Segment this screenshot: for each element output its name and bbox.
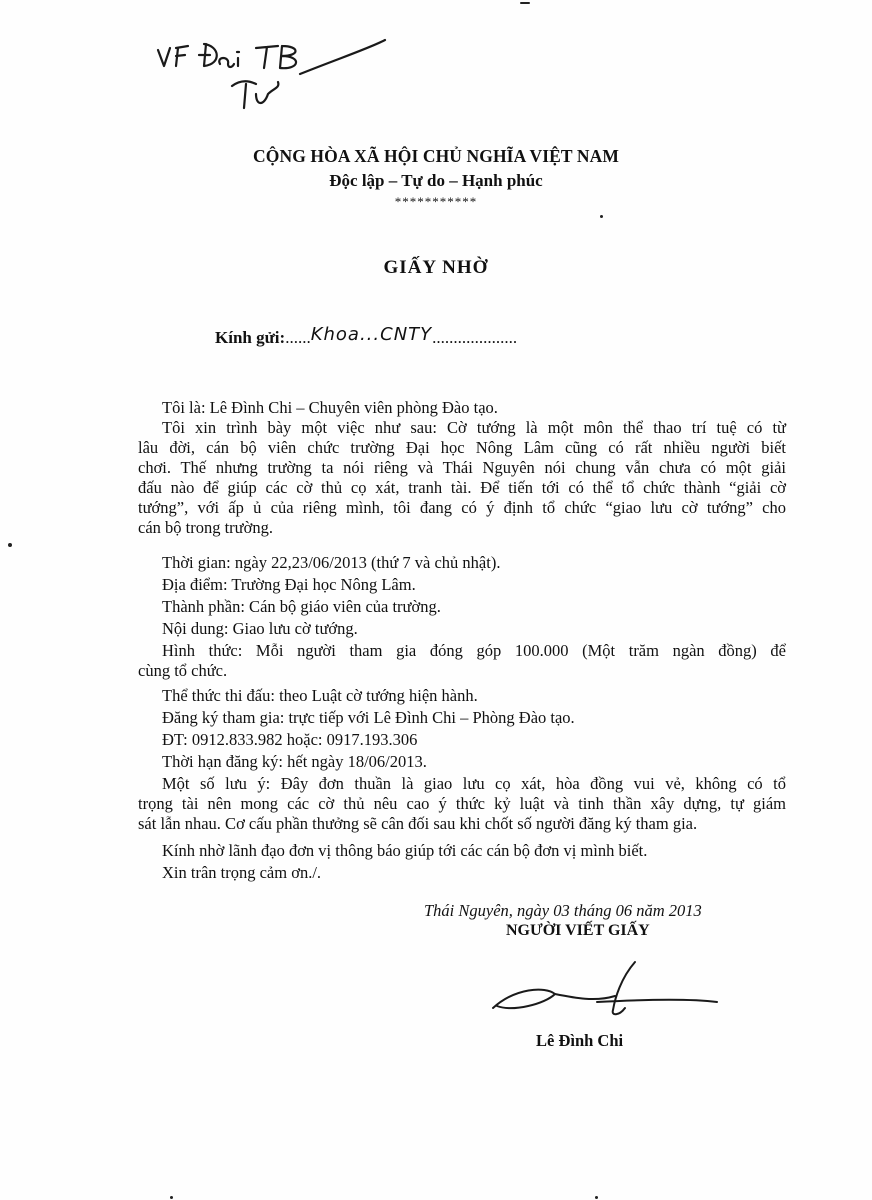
rules-line: Thể thức thi đấu: theo Luật cờ tướng hiện hành. xyxy=(162,686,478,705)
paragraph-1 xyxy=(138,418,786,538)
phone-line: ĐT: 0912.833.982 hoặc: 0917.193.306 xyxy=(162,730,418,749)
deadline-line: Thời hạn đăng ký: hết ngày 18/06/2013. xyxy=(162,752,427,771)
para1-line: lâu đời, cán bộ viên chức trường Đại học Nông Lâm cũng có rất nhiều người biết xyxy=(138,438,786,457)
notes-paragraph xyxy=(138,774,786,834)
signer-name: Lê Đình Chi xyxy=(536,1031,624,1050)
place-line: Địa điểm: Trường Đại học Nông Lâm. xyxy=(162,575,416,594)
document-title: GIẤY NHỜ xyxy=(383,257,489,278)
recipient-dots-before: ...... xyxy=(285,328,311,347)
format-line: Hình thức: Mỗi người tham gia đóng góp 100.000 (Một trăm ngàn đồng) để xyxy=(162,641,786,660)
notes-line: sát lẫn nhau. Cơ cấu phần thưởng sẽ cân đối sau khi chốt số người đăng ký tham gia. xyxy=(138,814,698,833)
header-stars: *********** xyxy=(394,194,478,209)
scan-speck xyxy=(8,543,12,547)
country-name: CỘNG HÒA XÃ HỘI CHỦ NGHĨA VIỆT NAM xyxy=(253,146,619,166)
para1-line: Tôi xin trình bày một việc như sau: Cờ tướng là một môn thể thao trí tuệ có từ xyxy=(162,418,786,437)
time-line: Thời gian: ngày 22,23/06/2013 (thứ 7 và chủ nhật). xyxy=(162,553,501,572)
recipient-dots-after: .................... xyxy=(432,328,518,347)
scan-speck xyxy=(600,215,603,218)
format-paragraph xyxy=(138,641,786,681)
para1-line: đấu nào để giúp các cờ thủ cọ xát, tranh tài. Để tiến tới có thể tổ chức thành “giải cờ xyxy=(138,478,786,497)
recipient-line xyxy=(215,324,518,348)
notes-line: Một số lưu ý: Đây đơn thuần là giao lưu cọ xát, hòa đồng vui vẻ, không có tổ xyxy=(162,774,786,793)
request-line: Kính nhờ lãnh đạo đơn vị thông báo giúp tới các cán bộ đơn vị mình biết. xyxy=(162,841,648,860)
scan-speck xyxy=(170,1196,173,1199)
content-line: Nội dung: Giao lưu cờ tướng. xyxy=(162,619,358,638)
scan-speck xyxy=(595,1196,598,1199)
national-motto: Độc lập – Tự do – Hạnh phúc xyxy=(329,171,543,190)
para1-line: tướng”, với ấp ủ của riêng mình, tôi đang có ý định tổ chức “giao lưu cờ tướng” cho xyxy=(138,498,786,517)
recipient-handwritten-value: Khoa...CNTY xyxy=(310,324,433,345)
recipient-label: Kính gửi: xyxy=(215,328,286,347)
scan-speck xyxy=(520,2,530,4)
handwritten-note-graphic xyxy=(140,28,440,118)
place-date: Thái Nguyên, ngày 03 tháng 06 năm 2013 xyxy=(424,901,702,920)
signer-role: NGƯỜI VIẾT GIẤY xyxy=(506,922,650,939)
para1-line: cán bộ trong trường. xyxy=(138,518,273,537)
format-line: cùng tổ chức. xyxy=(138,661,228,680)
notes-line: trọng tài nên mong các cờ thủ nêu cao ý thức kỷ luật và tinh thần xây dựng, tự giám xyxy=(138,794,786,813)
intro-line: Tôi là: Lê Đình Chi – Chuyên viên phòng Đào tạo. xyxy=(162,398,498,417)
handwritten-signature xyxy=(485,958,745,1028)
thanks-line: Xin trân trọng cảm ơn./. xyxy=(162,863,322,882)
registration-line: Đăng ký tham gia: trực tiếp với Lê Đình Chi – Phòng Đào tạo. xyxy=(162,708,575,727)
participants-line: Thành phần: Cán bộ giáo viên của trường. xyxy=(162,597,441,616)
para1-line: chơi. Thế nhưng trường ta nói riêng và Thái Nguyên nói chung vẫn chưa có một giải xyxy=(138,458,786,477)
